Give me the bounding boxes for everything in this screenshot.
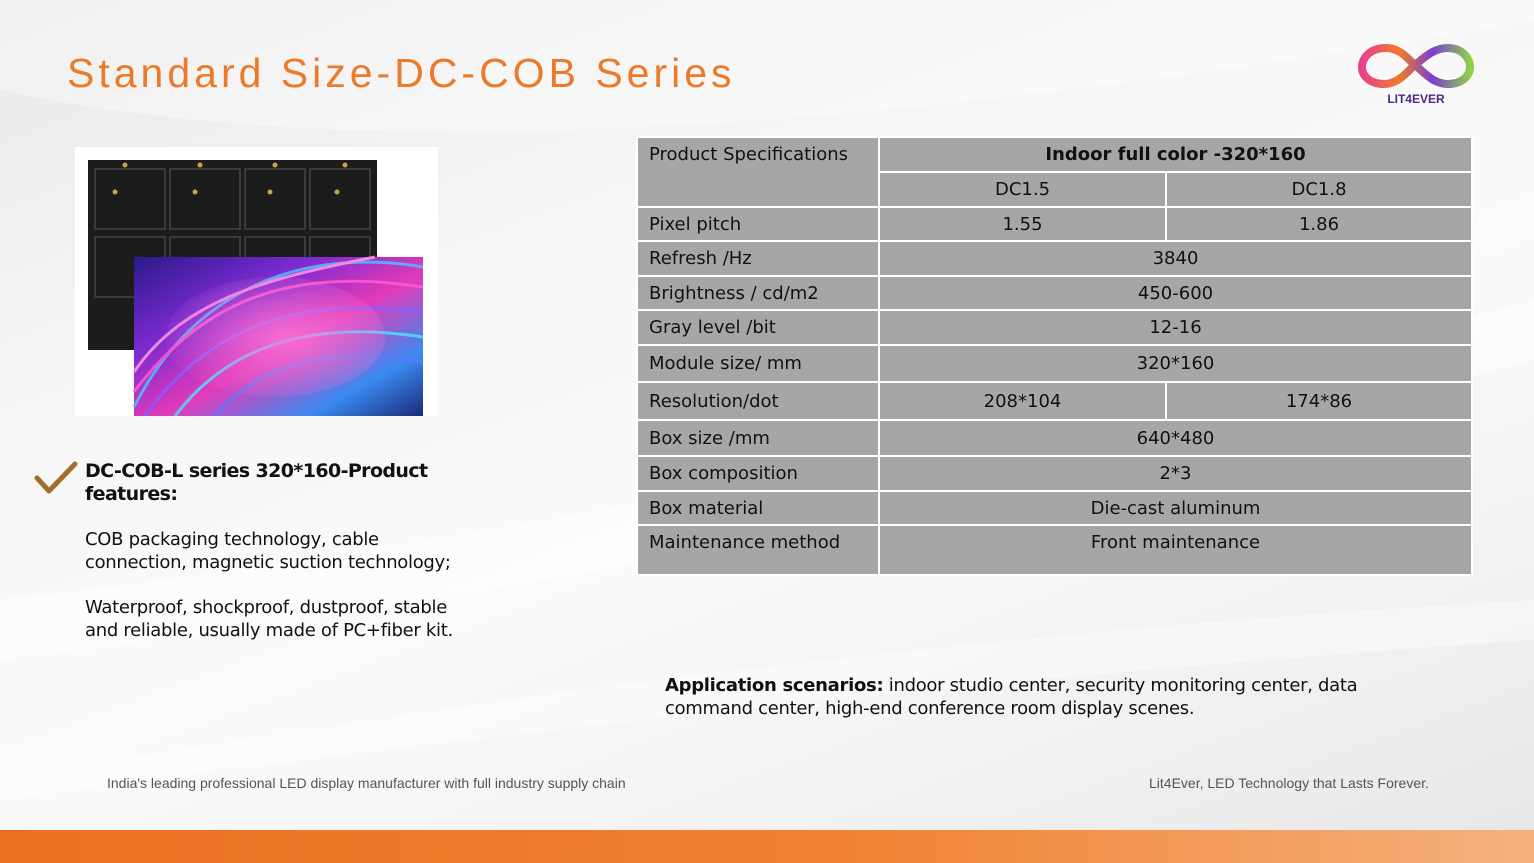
spec-row-value: Front maintenance [879, 525, 1472, 575]
spec-row-label: Maintenance method [637, 525, 879, 575]
logo-text: LIT4EVER [1387, 92, 1445, 106]
table-row [637, 207, 1472, 241]
spec-model-b: DC1.8 [1166, 172, 1472, 207]
table-row [637, 345, 1472, 382]
spec-header-label: Product Specifications [637, 137, 879, 207]
table-row [637, 382, 1472, 420]
features-heading: DC-COB-L series 320*160-Product features: [85, 460, 428, 505]
spec-row-value: 12-16 [879, 310, 1472, 345]
spec-table [636, 136, 1473, 576]
footer-right: Lit4Ever, LED Technology that Lasts Forever. [1149, 775, 1429, 791]
spec-row-label: Box composition [637, 456, 879, 491]
spec-row-value: 2*3 [879, 456, 1472, 491]
table-row [637, 241, 1472, 276]
spec-row-value: 640*480 [879, 420, 1472, 456]
table-row [637, 491, 1472, 525]
product-image [75, 147, 438, 416]
spec-row-value: 320*160 [879, 345, 1472, 382]
spec-row-label: Brightness / cd/m2 [637, 276, 879, 310]
spec-row-value: 450-600 [879, 276, 1472, 310]
spec-header-group: Indoor full color -320*160 [879, 137, 1472, 172]
footer-left: India's leading professional LED display manufacturer with full industry supply chain [107, 775, 626, 791]
spec-row-value-b: 1.86 [1166, 207, 1472, 241]
application-scenarios [665, 674, 1425, 720]
spec-row-value-b: 174*86 [1166, 382, 1472, 420]
features-paragraph-2: Waterproof, shockproof, dustproof, stable and reliable, usually made of PC+fiber kit. [85, 597, 453, 641]
footer-bar [0, 830, 1534, 863]
spec-row-label: Box size /mm [637, 420, 879, 456]
table-row [637, 525, 1472, 575]
spec-row-value-a: 208*104 [879, 382, 1166, 420]
spec-row-label: Resolution/dot [637, 382, 879, 420]
application-text: indoor studio center, security monitoring center, data command center, high-end conference room display scenes. [665, 675, 1358, 719]
spec-row-label: Pixel pitch [637, 207, 879, 241]
features-paragraph-1: COB packaging technology, cable connection, magnetic suction technology; [85, 529, 451, 573]
table-row [637, 310, 1472, 345]
table-row [637, 456, 1472, 491]
table-row [637, 276, 1472, 310]
spec-row-label: Box material [637, 491, 879, 525]
spec-row-label: Gray level /bit [637, 310, 879, 345]
checkmark-icon [34, 460, 78, 496]
table-row [637, 420, 1472, 456]
spec-row-value: Die-cast aluminum [879, 491, 1472, 525]
spec-row-label: Module size/ mm [637, 345, 879, 382]
application-label: Application scenarios: [665, 675, 884, 696]
product-features [85, 460, 485, 642]
spec-row-value-a: 1.55 [879, 207, 1166, 241]
spec-model-a: DC1.5 [879, 172, 1166, 207]
page-title: Standard Size-DC-COB Series [67, 50, 736, 96]
spec-row-label: Refresh /Hz [637, 241, 879, 276]
spec-row-value: 3840 [879, 241, 1472, 276]
